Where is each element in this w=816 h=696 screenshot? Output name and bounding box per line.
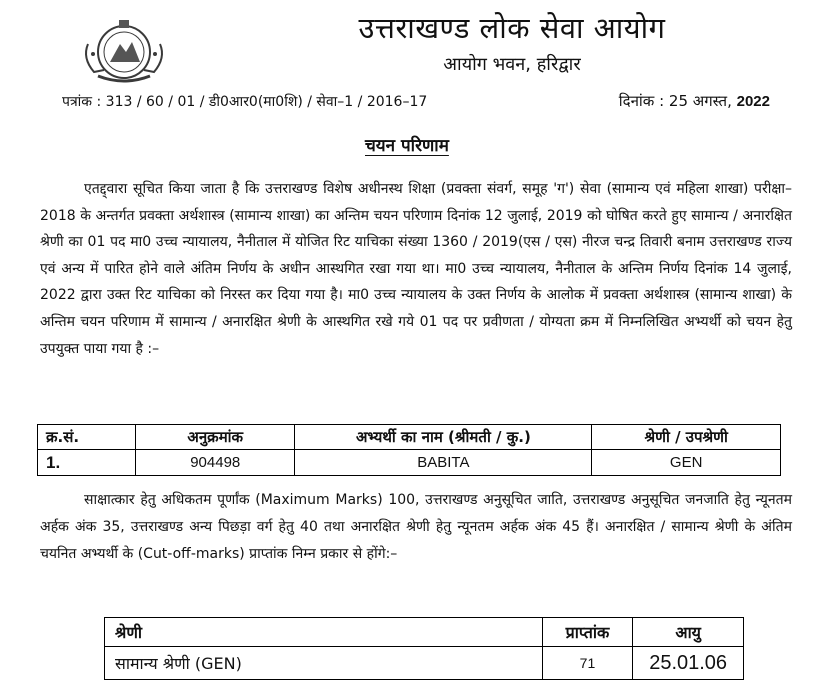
col-header-candidate-name: अभ्यर्थी का नाम (श्रीमती / कु.) [295,425,592,450]
col-header-serial: क्र.सं. [38,425,136,450]
col-header-category: श्रेणी / उपश्रेणी [592,425,781,450]
notice-paragraph: एतद्द्वारा सूचित किया जाता है कि उत्तराखण्ड विशेष अधीनस्थ शिक्षा (प्रवक्ता संवर्ग, समूह 'ग') सेवा (सामान्य एवं महिला शाखा) परीक्षा–2018 के अन्तर्गत प्रवक्ता अर्थशास्त्र (सामान्य शाखा) का अन्तिम चयन परिणाम दिनांक 12 जुलाई, 2019 को घोषित करते हुए सामान्य / अनारक्षित श्रेणी का 01 पद मा0 उच्च न्यायालय, नैनीताल में योजित रिट याचिका संख्या 1360 / 2019(एस / एस) नीरज चन्द्र तिवारी बनाम उत्तराखण्ड राज्य एवं अन्य में पारित होने वाले अंतिम निर्णय के अधीन आस्थगित रखा गया था। मा0 उच्च न्यायालय, नैनीताल के अन्तिम निर्णय दिनांक 14 जुलाई, 2022 द्वारा उक्त रिट याचिका को निरस्त कर दिया गया है। मा0 उच्च न्यायालय के उक्त निर्णय के आलोक में प्रवक्ता अर्थशास्त्र (सामान्य शाखा) के अन्तिम चयन परिणाम में सामान्य / अनारक्षित श्रेणी के आस्थगित रखे गये 01 पद पर प्रवीणता / योग्यता क्रम में निम्नलिखित अभ्यर्थी को चयन हेतु उपयुक्त पाया गया है :– [40,181,792,357]
cutoff-marks-table [104,617,744,680]
reference-number: पत्रांक : 313 / 60 / 01 / डी0आर0(मा0शि) / सेवा–1 / 2016–17 [62,94,428,110]
cell-serial: 1. [38,450,136,476]
cell-category: GEN [592,450,781,476]
cell-age: 25.01.06 [633,647,744,680]
organization-name: उत्तराखण्ड लोक सेवा आयोग [358,11,666,45]
table-header-row [105,618,744,647]
commission-emblem-icon [76,14,172,86]
table-header-row [38,425,781,450]
cutoff-paragraph: साक्षात्कार हेतु अधिकतम पूर्णांक (Maximum Marks) 100, उत्तराखण्ड अनुसूचित जाति, उत्तराखण्ड अनुसूचित जनजाति हेतु न्यूनतम अर्हक अंक 35, उत्तराखण्ड अन्य पिछड़ा वर्ग हेतु 40 तथा अनारक्षित श्रेणी हेतु न्यूनतम अर्हक अंक 45 हैं। अनारक्षित / सामान्य श्रेणी के अंतिम चयनित अभ्यर्थी के (Cut-off-marks) प्राप्तांक निम्न प्रकार से होंगे:– [40,492,792,562]
table-row [105,647,744,680]
cell-candidate-name: BABITA [295,450,592,476]
col-header-marks: प्राप्तांक [542,618,633,647]
col-header-category: श्रेणी [105,618,543,647]
cell-marks: 71 [542,647,633,680]
date-label: दिनांक : 25 अगस्त, [618,92,732,110]
table-row [38,450,781,476]
organization-address: आयोग भवन, हरिद्वार [443,54,581,75]
date-year: 2022 [736,93,770,110]
col-header-roll-number: अनुक्रमांक [136,425,295,450]
cell-category: सामान्य श्रेणी (GEN) [105,647,543,680]
letter-date [619,91,770,111]
selection-result-table [37,424,781,476]
page-title: चयन परिणाम [365,136,449,156]
cell-roll-number: 904498 [136,450,295,476]
col-header-age: आयु [633,618,744,647]
